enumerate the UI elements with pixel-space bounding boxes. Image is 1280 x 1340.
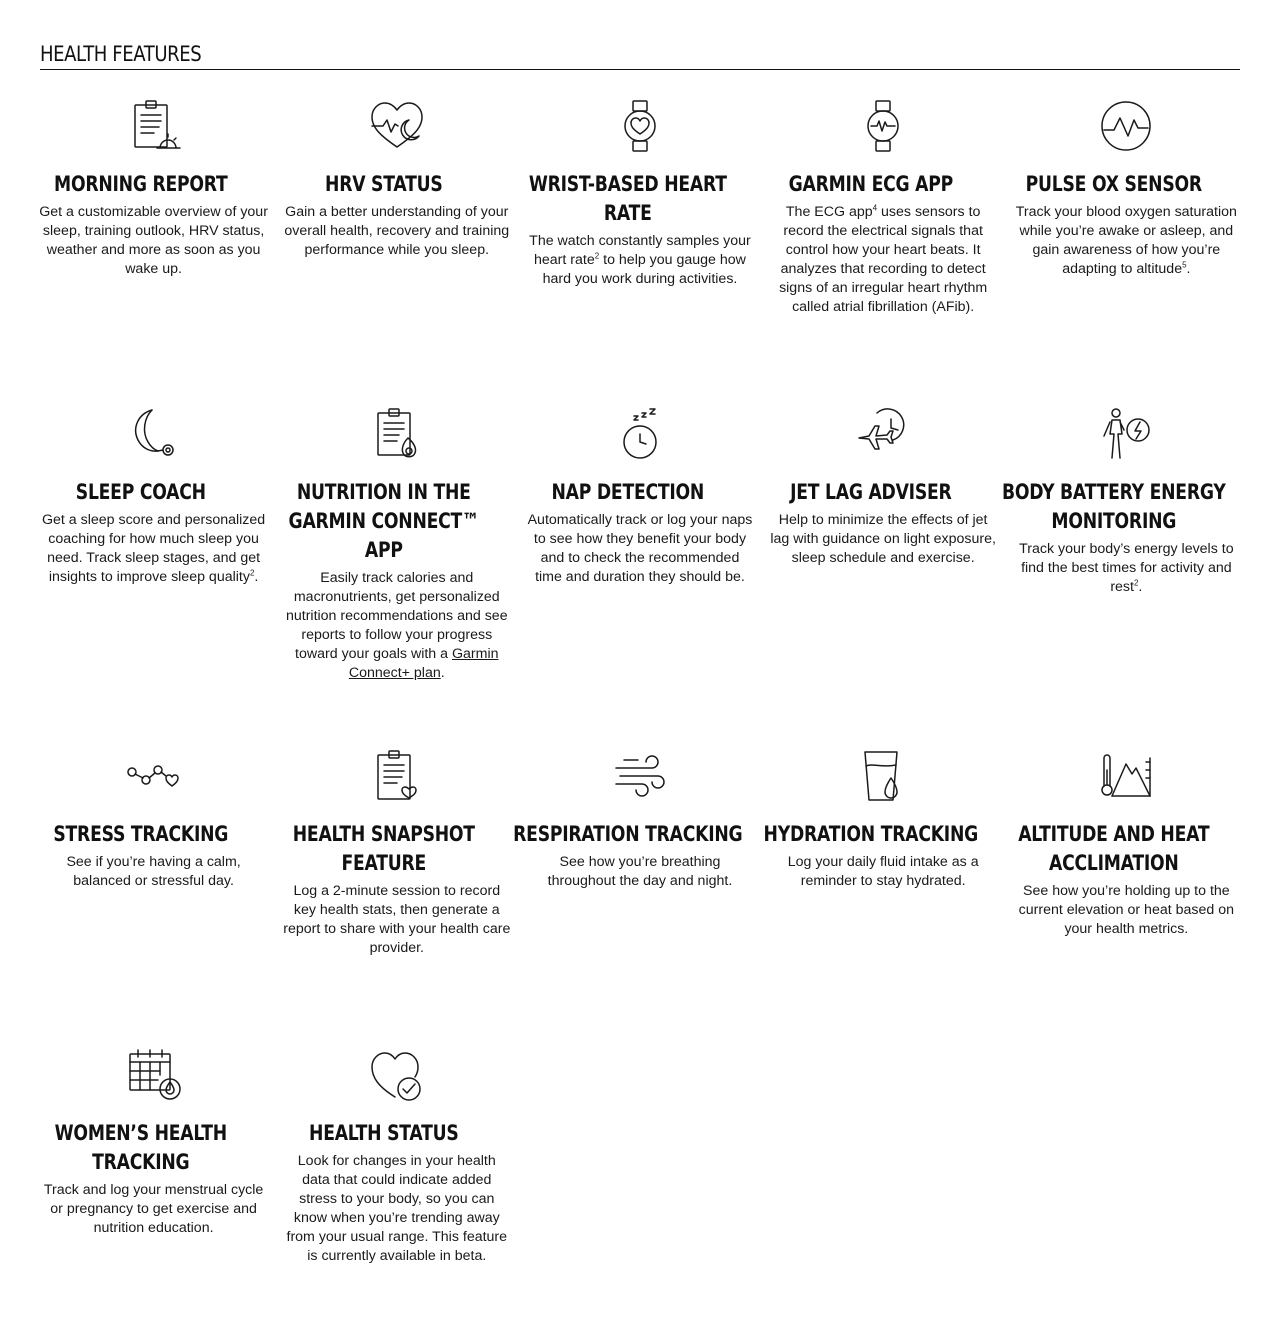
feature-card-altitude-heat bbox=[1005, 746, 1248, 958]
garmin-connect-plan-link[interactable]: Garmin Connect+ plan bbox=[348, 646, 499, 681]
feature-title: PULSE OX SENSOR bbox=[1025, 172, 1202, 196]
moon-stethoscope-icon bbox=[124, 404, 184, 464]
feature-title: WRIST-BASED HEART RATE bbox=[528, 172, 727, 225]
feature-description: The ECG app$^4$ uses sensors to record the electrical signals that control how your heart beats. It analyzes that recording to detect signs of an irregular heart rhythm called atrial fibrillation (AFib). bbox=[779, 203, 988, 315]
thermometer-mountain-icon bbox=[1096, 746, 1156, 806]
feature-title: NUTRITION IN THE GARMIN CONNECT™ APP bbox=[288, 480, 480, 562]
stress-chain-icon bbox=[124, 746, 184, 806]
feature-card-sleep-coach bbox=[32, 404, 275, 683]
feature-title: MORNING REPORT bbox=[54, 172, 228, 196]
feature-card-health-status bbox=[275, 1045, 518, 1266]
feature-description: Automatically track or log your naps to see how they benefit your body and to check the recommended time and duration they should be. bbox=[527, 512, 753, 585]
feature-card-jet-lag bbox=[762, 404, 1005, 683]
feature-card-nutrition bbox=[275, 404, 518, 683]
clipboard-sunrise-icon bbox=[124, 96, 184, 156]
feature-title: RESPIRATION TRACKING bbox=[512, 822, 742, 846]
feature-title: HYDRATION TRACKING bbox=[763, 822, 978, 846]
feature-card-respiration bbox=[512, 746, 761, 958]
feature-title: WOMEN’S HEALTH TRACKING bbox=[54, 1121, 228, 1174]
feature-title: GARMIN ECG APP bbox=[788, 172, 953, 196]
feature-card-nap-detection bbox=[518, 404, 761, 683]
feature-description: Look for changes in your health data that could indicate added stress to your body, so you can know when you’re trending away from your usual range. This feature is currently available in beta. bbox=[286, 1153, 508, 1264]
feature-row-4 bbox=[32, 1045, 1248, 1266]
feature-description: Easily track calories and macronutrients, get personalized nutrition recommendations and see reports to follow your progress toward your goals with a Garmin Connect+ plan. bbox=[285, 570, 508, 681]
feature-card-body-battery bbox=[1001, 404, 1248, 683]
feature-description: Track your blood oxygen saturation while you’re awake or asleep, and gain awareness of how you’re adapting to altitude$^5$. bbox=[1015, 204, 1237, 277]
feature-title: HEALTH STATUS bbox=[309, 1121, 459, 1145]
feature-description: Log a 2-minute session to record key health stats, then generate a report to share with your health care provider. bbox=[283, 883, 511, 956]
feature-description: Track your body’s energy levels to find the best times for activity and rest$^2$. bbox=[1019, 541, 1234, 595]
feature-card-morning-report bbox=[32, 96, 275, 317]
glass-drop-icon bbox=[853, 746, 913, 806]
clipboard-avocado-icon bbox=[367, 404, 427, 464]
feature-card-stress-tracking bbox=[32, 746, 275, 958]
feature-description: The watch constantly samples your heart rate$^2$ to help you gauge how hard you work during activities. bbox=[529, 233, 751, 287]
feature-row-1 bbox=[32, 96, 1248, 317]
feature-title: HRV STATUS bbox=[325, 172, 443, 196]
feature-card-hrv-status bbox=[275, 96, 518, 317]
wind-icon bbox=[610, 746, 670, 806]
feature-row-3 bbox=[32, 746, 1248, 958]
feature-description: Log your daily fluid intake as a reminder to stay hydrated. bbox=[787, 854, 979, 889]
feature-card-wrist-heart-rate bbox=[518, 96, 761, 317]
feature-title: BODY BATTERY ENERGY MONITORING bbox=[1001, 480, 1226, 533]
feature-description: Help to minimize the effects of jet lag with guidance on light exposure, sleep schedule and exercise. bbox=[770, 512, 996, 566]
person-energy-icon bbox=[1096, 404, 1156, 464]
feature-description: Get a sleep score and personalized coaching for how much sleep you need. Track sleep stages, and get insights to improve sleep quality$^2$. bbox=[41, 512, 266, 585]
pulse-circle-icon bbox=[1096, 96, 1156, 156]
heart-check-icon bbox=[367, 1045, 427, 1105]
heart-moon-icon bbox=[367, 96, 427, 156]
feature-card-womens-health bbox=[32, 1045, 275, 1266]
watch-heart-icon bbox=[610, 96, 670, 156]
feature-description: Gain a better understanding of your overall health, recovery and training performance while you sleep. bbox=[284, 204, 510, 258]
watch-ecg-icon bbox=[853, 96, 913, 156]
calendar-drop-icon bbox=[124, 1045, 184, 1105]
feature-card-pulse-ox bbox=[1005, 96, 1248, 317]
feature-description: See how you’re breathing throughout the day and night. bbox=[547, 854, 733, 889]
clipboard-heart-icon bbox=[367, 746, 427, 806]
feature-title: NAP DETECTION bbox=[551, 480, 704, 504]
clock-zzz-icon bbox=[610, 404, 670, 464]
feature-title: STRESS TRACKING bbox=[53, 822, 229, 846]
feature-description: Get a customizable overview of your sleep, training outlook, HRV status, weather and more as soon as you wake up. bbox=[39, 204, 268, 277]
section-title: HEALTH FEATURES bbox=[40, 40, 1240, 70]
plane-clock-icon bbox=[853, 404, 913, 464]
feature-card-hydration bbox=[762, 746, 1005, 958]
feature-card-garmin-ecg bbox=[762, 96, 1005, 317]
feature-title: JET LAG ADVISER bbox=[789, 480, 952, 504]
feature-description: See how you’re holding up to the current elevation or heat based on your health metrics. bbox=[1018, 883, 1234, 937]
feature-title: HEALTH SNAPSHOT FEATURE bbox=[293, 822, 476, 875]
feature-description: Track and log your menstrual cycle or pregnancy to get exercise and nutrition education. bbox=[43, 1182, 264, 1236]
feature-card-health-snapshot bbox=[275, 746, 518, 958]
feature-description: See if you’re having a calm, balanced or stressful day. bbox=[66, 854, 241, 889]
feature-title: SLEEP COACH bbox=[75, 480, 206, 504]
feature-title: ALTITUDE AND HEAT ACCLIMATION bbox=[1018, 822, 1210, 875]
feature-row-2 bbox=[32, 404, 1248, 683]
